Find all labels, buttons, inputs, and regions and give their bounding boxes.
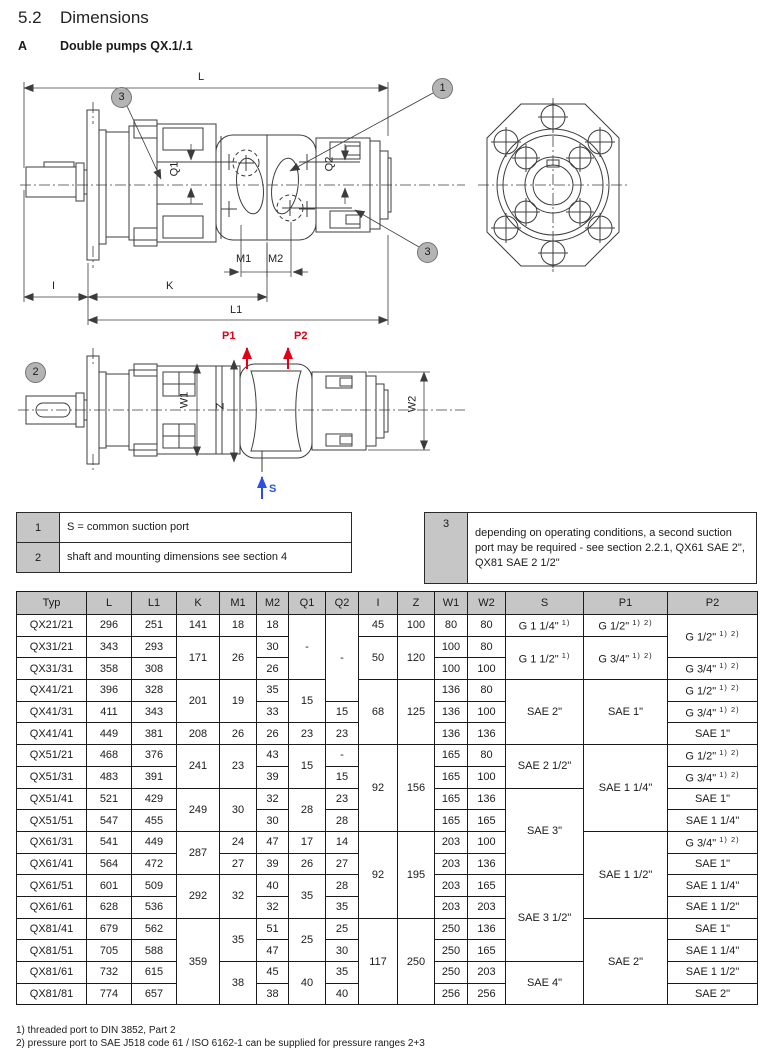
note-number: 3 [425, 513, 468, 584]
table-cell: 38 [220, 962, 257, 1005]
column-header: K [177, 592, 220, 615]
table-cell: 33 [257, 701, 289, 723]
table-cell: 256 [468, 983, 506, 1005]
table-cell: 92 [359, 831, 398, 918]
table-cell: QX51/41 [17, 788, 87, 810]
table-cell: 203 [435, 831, 468, 853]
dimensions-table [16, 591, 758, 1005]
footnote-2: 2) pressure port to SAE J518 code 61 / ISO 6162-1 can be supplied for pressure ranges 2+3 [16, 1038, 425, 1049]
table-cell: 136 [468, 788, 506, 810]
flange-view-drawing [478, 98, 628, 272]
table-cell: 23 [326, 788, 359, 810]
table-body [17, 615, 758, 1005]
table-cell: 165 [435, 788, 468, 810]
column-header: W2 [468, 592, 506, 615]
note-row [17, 513, 352, 543]
table-cell: 32 [257, 896, 289, 918]
table-cell: 376 [132, 745, 177, 767]
table-cell: 679 [87, 918, 132, 940]
table-cell: 251 [132, 615, 177, 637]
table-cell: 35 [257, 680, 289, 702]
table-cell: 100 [468, 701, 506, 723]
page-title: Dimensions [60, 8, 149, 27]
table-cell: 25 [289, 918, 326, 961]
table-cell: G 3/4" $^{1) 2)}$ [668, 701, 758, 723]
callout-1: 1 [432, 78, 453, 99]
table-cell: SAE 1 1/2" [584, 831, 668, 918]
table-cell: 536 [132, 896, 177, 918]
table-cell: 19 [220, 680, 257, 723]
table-cell: 455 [132, 810, 177, 832]
table-cell: G 1 1/2" $^{1)}$ [506, 636, 584, 679]
table-cell: QX41/41 [17, 723, 87, 745]
table-cell: G 1/2" $^{1) 2)}$ [584, 615, 668, 637]
table-cell: 100 [468, 766, 506, 788]
table-cell: 136 [468, 723, 506, 745]
table-cell: 165 [435, 745, 468, 767]
table-cell: 40 [257, 875, 289, 897]
table-cell: QX51/21 [17, 745, 87, 767]
table-cell: 15 [289, 680, 326, 723]
table-cell: G 3/4" $^{1) 2)}$ [668, 766, 758, 788]
note-number: 1 [17, 513, 60, 543]
table-cell: 27 [326, 853, 359, 875]
table-cell: SAE 1" [668, 723, 758, 745]
table-row [17, 918, 758, 940]
side-view-dimensions [24, 82, 433, 325]
table-cell: SAE 1" [584, 680, 668, 745]
table-cell: 39 [257, 766, 289, 788]
table-cell: 509 [132, 875, 177, 897]
table-cell: 26 [257, 658, 289, 680]
table-cell: 117 [359, 918, 398, 1005]
table-cell: QX81/51 [17, 940, 87, 962]
dim-label-k: K [166, 280, 174, 292]
table-cell: 203 [435, 875, 468, 897]
dim-label-m2: M2 [268, 253, 284, 265]
table-cell: 250 [435, 940, 468, 962]
table-cell: 165 [435, 810, 468, 832]
table-cell: 80 [468, 615, 506, 637]
table-cell: SAE 2" [584, 918, 668, 1005]
port-label-p1: P1 [222, 330, 236, 342]
note-text: S = common suction port [60, 513, 352, 543]
table-cell: 15 [289, 745, 326, 788]
table-cell: 23 [289, 723, 326, 745]
table-cell: 32 [257, 788, 289, 810]
table-cell: 27 [220, 853, 257, 875]
table-cell: 208 [177, 723, 220, 745]
table-cell: 80 [468, 680, 506, 702]
table-cell: QX21/21 [17, 615, 87, 637]
table-cell: 35 [289, 875, 326, 918]
table-cell: 24 [220, 831, 257, 853]
table-cell: 39 [257, 853, 289, 875]
table-cell: - [289, 615, 326, 680]
column-header: Z [398, 592, 435, 615]
table-cell: 250 [435, 962, 468, 984]
table-cell: 343 [87, 636, 132, 658]
table-cell: 43 [257, 745, 289, 767]
table-cell: 411 [87, 701, 132, 723]
dim-label-w2: W2 [406, 395, 419, 413]
table-cell: 92 [359, 745, 398, 832]
table-cell: SAE 3 1/2" [506, 875, 584, 962]
table-cell: 30 [257, 810, 289, 832]
table-cell: 732 [87, 962, 132, 984]
notes-table-left [16, 512, 352, 573]
table-cell: 45 [257, 962, 289, 984]
footnote-1: 1) threaded port to DIN 3852, Part 2 [16, 1025, 176, 1036]
table-cell: SAE 2" [668, 983, 758, 1005]
section-number: 5.2 [18, 8, 42, 27]
table-cell: 156 [398, 745, 435, 832]
table-cell: QX61/41 [17, 853, 87, 875]
note-row [425, 513, 757, 584]
table-cell: 100 [435, 658, 468, 680]
table-cell: 358 [87, 658, 132, 680]
table-cell: - [326, 615, 359, 702]
table-cell: 28 [326, 810, 359, 832]
table-cell: 17 [289, 831, 326, 853]
table-cell: G 3/4" $^{1) 2)}$ [668, 831, 758, 853]
table-cell: G 3/4" $^{1) 2)}$ [668, 658, 758, 680]
table-cell: SAE 2 1/2" [506, 745, 584, 788]
table-cell: 256 [435, 983, 468, 1005]
table-cell: QX41/21 [17, 680, 87, 702]
table-cell: 241 [177, 745, 220, 788]
table-cell: 250 [435, 918, 468, 940]
table-cell: 26 [289, 853, 326, 875]
callout-2: 2 [25, 362, 46, 383]
table-cell: 483 [87, 766, 132, 788]
table-cell: G 1/2" $^{1) 2)}$ [668, 745, 758, 767]
callout-3-bottom: 3 [417, 242, 438, 263]
table-cell: 47 [257, 940, 289, 962]
column-header: Typ [17, 592, 87, 615]
table-cell: 249 [177, 788, 220, 831]
table-cell: 359 [177, 918, 220, 1005]
dim-label-m1: M1 [236, 253, 252, 265]
table-cell: 35 [220, 918, 257, 961]
table-cell: 18 [220, 615, 257, 637]
table-cell: QX41/31 [17, 701, 87, 723]
table-cell: G 1/2" $^{1) 2)}$ [668, 680, 758, 702]
table-cell: 100 [468, 831, 506, 853]
note-number: 2 [17, 543, 60, 573]
dim-label-i: I [52, 280, 56, 292]
table-cell: 601 [87, 875, 132, 897]
column-header: W1 [435, 592, 468, 615]
table-cell: 396 [87, 680, 132, 702]
table-cell: QX31/31 [17, 658, 87, 680]
column-header: M2 [257, 592, 289, 615]
table-cell: 136 [468, 853, 506, 875]
table-cell: 80 [468, 636, 506, 658]
table-cell: 628 [87, 896, 132, 918]
table-cell: 15 [326, 766, 359, 788]
table-cell: 51 [257, 918, 289, 940]
table-cell: 100 [435, 636, 468, 658]
top-view-drawing [18, 348, 465, 472]
table-cell: SAE 1 1/4" [668, 875, 758, 897]
table-cell: 203 [435, 853, 468, 875]
table-cell: SAE 1 1/2" [668, 896, 758, 918]
column-header: Q1 [289, 592, 326, 615]
table-cell: 472 [132, 853, 177, 875]
port-label-p2: P2 [294, 330, 308, 342]
table-cell: 100 [468, 658, 506, 680]
table-cell: 203 [435, 896, 468, 918]
table-cell: 165 [468, 810, 506, 832]
subsection-letter: A [18, 39, 28, 53]
note-row [17, 543, 352, 573]
table-cell: 47 [257, 831, 289, 853]
table-row [17, 636, 758, 658]
callout-3-top: 3 [111, 87, 132, 108]
column-header: S [506, 592, 584, 615]
table-cell: 588 [132, 940, 177, 962]
table-cell: 203 [468, 896, 506, 918]
table-cell: 136 [435, 680, 468, 702]
table-cell: 203 [468, 962, 506, 984]
port-arrows [247, 348, 288, 499]
table-cell: G 1 1/4" $^{1)}$ [506, 615, 584, 637]
table-cell: 50 [359, 636, 398, 679]
table-cell: 136 [435, 701, 468, 723]
table-cell: 23 [220, 745, 257, 788]
table-cell: 391 [132, 766, 177, 788]
table-cell: 541 [87, 831, 132, 853]
column-header: P2 [668, 592, 758, 615]
note-text: depending on operating conditions, a second suction port may be required - see section 2.2.1, QX61 SAE 2", QX81 SAE 2 1/2" [468, 513, 757, 584]
table-cell: 657 [132, 983, 177, 1005]
column-header: Q2 [326, 592, 359, 615]
table-cell: 32 [220, 875, 257, 918]
table-cell: 287 [177, 831, 220, 874]
table-cell: 125 [398, 680, 435, 745]
table-cell: 449 [132, 831, 177, 853]
table-row [17, 745, 758, 767]
table-head [17, 592, 758, 615]
table-cell: 562 [132, 918, 177, 940]
table-cell: 171 [177, 636, 220, 679]
table-cell: SAE 3" [506, 788, 584, 875]
table-cell: 292 [177, 875, 220, 918]
table-cell: 774 [87, 983, 132, 1005]
table-cell: 30 [326, 940, 359, 962]
table-cell: 165 [468, 875, 506, 897]
table-cell: SAE 1 1/4" [668, 940, 758, 962]
table-cell: 40 [326, 983, 359, 1005]
pump-drawings [0, 0, 769, 520]
table-cell: 250 [398, 918, 435, 1005]
table-cell: 201 [177, 680, 220, 723]
table-cell: QX81/61 [17, 962, 87, 984]
table-cell: 18 [257, 615, 289, 637]
side-view-drawing [20, 102, 465, 268]
table-header-row [17, 592, 758, 615]
table-cell: 293 [132, 636, 177, 658]
table-cell: 38 [257, 983, 289, 1005]
column-header: P1 [584, 592, 668, 615]
notes-table-right [424, 512, 757, 584]
table-cell: G 3/4" $^{1) 2)}$ [584, 636, 668, 679]
table-cell: 343 [132, 701, 177, 723]
table-cell: SAE 1" [668, 788, 758, 810]
table-cell: 100 [398, 615, 435, 637]
table-cell: QX51/31 [17, 766, 87, 788]
table-cell: 80 [468, 745, 506, 767]
table-cell: 23 [326, 723, 359, 745]
table-cell: QX61/61 [17, 896, 87, 918]
table-cell: 381 [132, 723, 177, 745]
column-header: L [87, 592, 132, 615]
table-cell: 521 [87, 788, 132, 810]
table-cell: 35 [326, 896, 359, 918]
dim-label-q1: Q1 [168, 161, 181, 177]
table-cell: SAE 1" [668, 853, 758, 875]
column-header: M1 [220, 592, 257, 615]
table-cell: 136 [468, 918, 506, 940]
table-cell: 615 [132, 962, 177, 984]
column-header: I [359, 592, 398, 615]
column-header: L1 [132, 592, 177, 615]
table-cell: 26 [220, 723, 257, 745]
table-cell: 120 [398, 636, 435, 679]
table-cell: QX61/31 [17, 831, 87, 853]
dim-label-l: L [198, 71, 205, 83]
table-cell: QX81/41 [17, 918, 87, 940]
table-cell: SAE 1 1/4" [584, 745, 668, 832]
table-row [17, 831, 758, 853]
table-cell: 25 [326, 918, 359, 940]
table-cell: - [326, 745, 359, 767]
table-cell: 136 [435, 723, 468, 745]
table-cell: 705 [87, 940, 132, 962]
table-row [17, 615, 758, 637]
table-cell: SAE 1 1/4" [668, 810, 758, 832]
top-view-dimensions [197, 360, 430, 462]
table-cell: 30 [220, 788, 257, 831]
dim-label-z: Z [214, 402, 227, 410]
table-cell: 35 [326, 962, 359, 984]
table-cell: G 1/2" $^{1) 2)}$ [668, 615, 758, 658]
table-cell: 26 [220, 636, 257, 679]
table-cell: SAE 1" [668, 918, 758, 940]
table-cell: 449 [87, 723, 132, 745]
table-cell: 296 [87, 615, 132, 637]
table-cell: 547 [87, 810, 132, 832]
port-label-s: S [269, 483, 277, 495]
dim-label-q2: Q2 [323, 156, 336, 172]
note-text: shaft and mounting dimensions see section 4 [60, 543, 352, 573]
table-row [17, 680, 758, 702]
table-cell: 328 [132, 680, 177, 702]
table-cell: 195 [398, 831, 435, 918]
table-cell: QX81/81 [17, 983, 87, 1005]
table-cell: 26 [257, 723, 289, 745]
table-cell: 28 [289, 788, 326, 831]
table-cell: 80 [435, 615, 468, 637]
table-cell: QX51/51 [17, 810, 87, 832]
table-cell: 165 [435, 766, 468, 788]
dim-label-l1: L1 [230, 304, 243, 316]
table-cell: QX31/21 [17, 636, 87, 658]
table-cell: 14 [326, 831, 359, 853]
table-cell: SAE 2" [506, 680, 584, 745]
table-cell: 468 [87, 745, 132, 767]
dim-label-w1: W1 [178, 391, 191, 409]
table-cell: SAE 4" [506, 962, 584, 1005]
table-cell: 30 [257, 636, 289, 658]
table-cell: 28 [326, 875, 359, 897]
table-cell: 40 [289, 962, 326, 1005]
table-cell: SAE 1 1/2" [668, 962, 758, 984]
table-cell: 45 [359, 615, 398, 637]
table-cell: 165 [468, 940, 506, 962]
table-cell: QX61/51 [17, 875, 87, 897]
table-cell: 15 [326, 701, 359, 723]
table-cell: 68 [359, 680, 398, 745]
table-cell: 141 [177, 615, 220, 637]
table-cell: 429 [132, 788, 177, 810]
subsection-title: Double pumps QX.1/.1 [60, 39, 193, 53]
table-cell: 308 [132, 658, 177, 680]
table-cell: 564 [87, 853, 132, 875]
